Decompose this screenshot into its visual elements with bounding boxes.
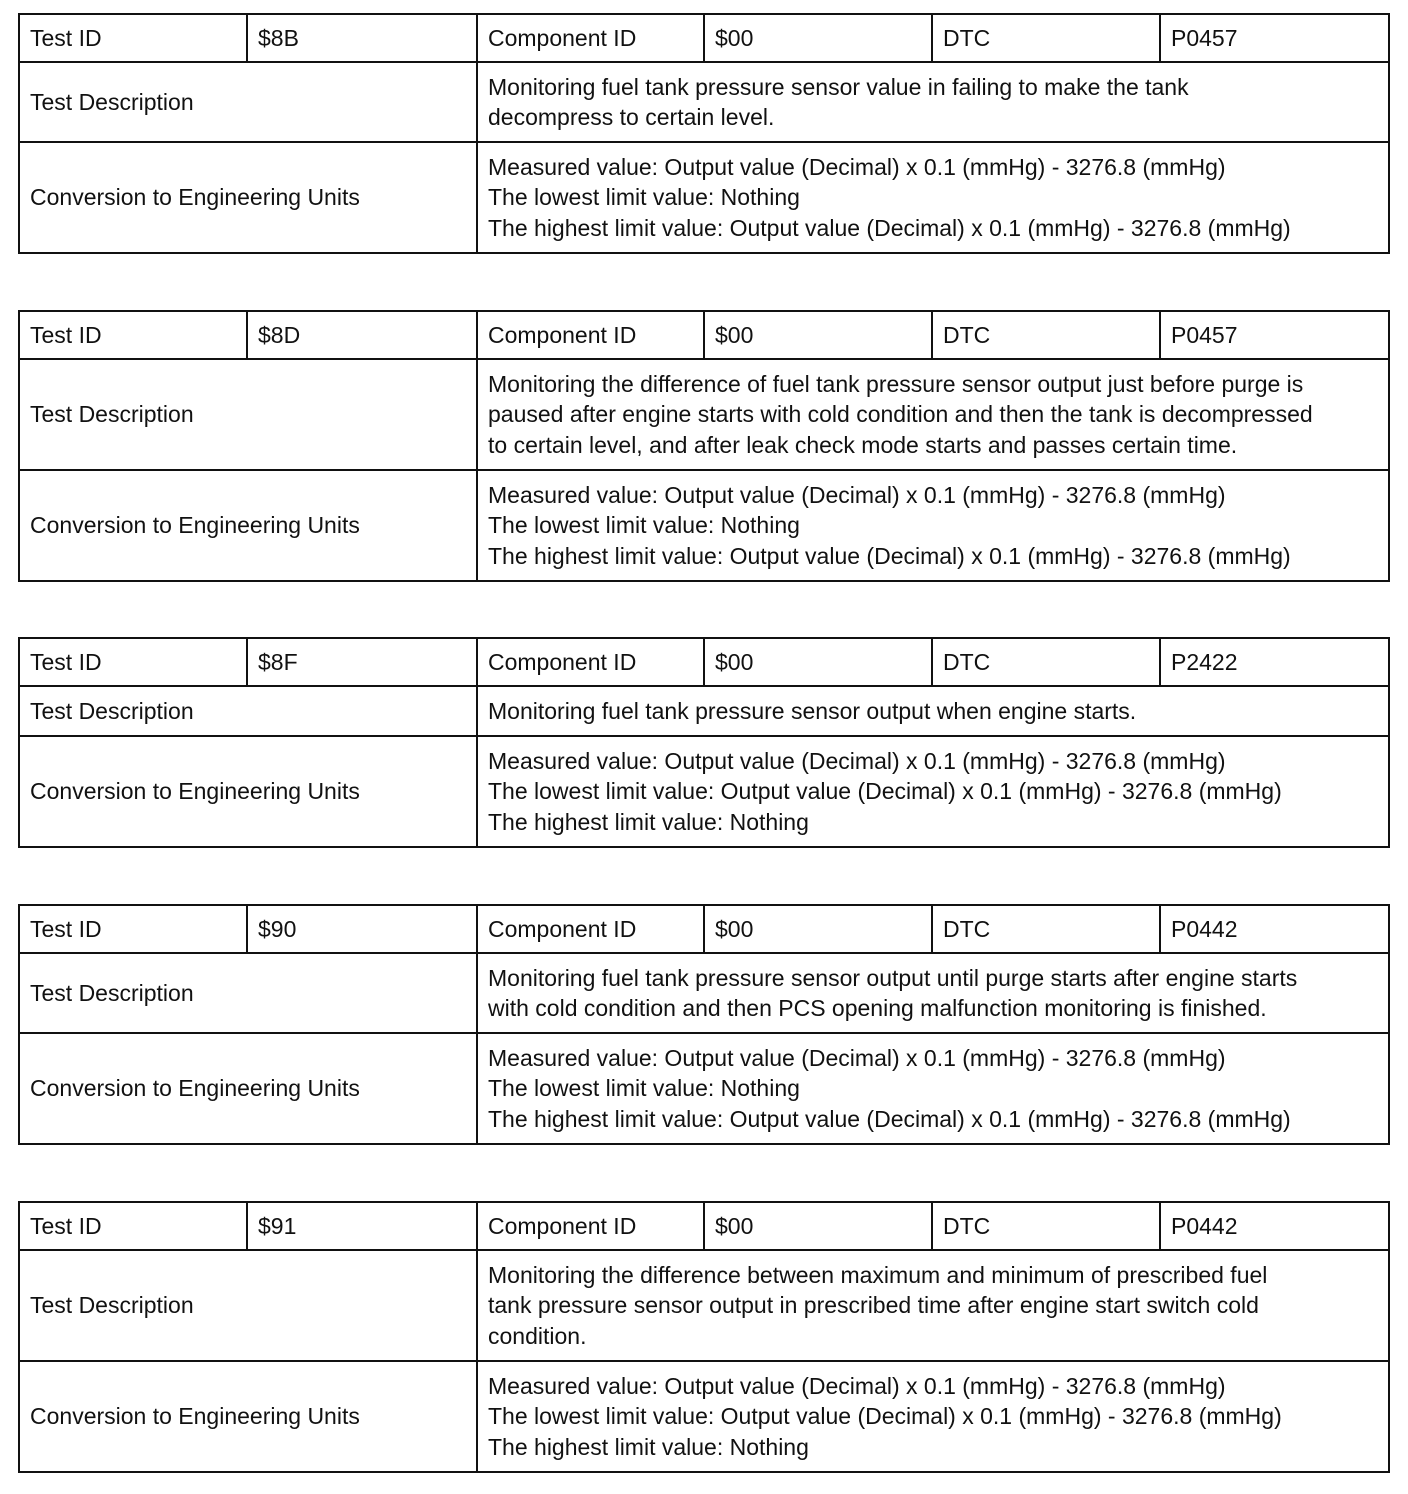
header-row (19, 638, 1389, 686)
monitor-test-table-8b (18, 13, 1390, 254)
test-description-label: Test Description (19, 62, 477, 142)
conversion-label: Conversion to Engineering Units (19, 142, 477, 253)
description-line: tank pressure sensor output in prescribed time after engine start switch cold (488, 1292, 1259, 1319)
test-id-value: $8F (247, 638, 477, 686)
component-id-label: Component ID (477, 905, 704, 953)
dtc-value: P0442 (1160, 1202, 1389, 1250)
component-id-value: $00 (704, 1202, 932, 1250)
lowest-limit-line: The lowest limit value: Output value (Decimal) x 0.1 (mmHg) - 3276.8 (mmHg) (488, 778, 1282, 805)
conversion-label: Conversion to Engineering Units (19, 736, 477, 847)
measured-value-line: Measured value: Output value (Decimal) x 0.1 (mmHg) - 3276.8 (mmHg) (488, 1044, 1226, 1071)
lowest-limit-line: The lowest limit value: Nothing (488, 1075, 800, 1102)
description-line: with cold condition and then PCS opening malfunction monitoring is finished. (488, 995, 1267, 1021)
test-id-label: Test ID (19, 311, 247, 359)
component-id-value: $00 (704, 638, 932, 686)
conversion-label: Conversion to Engineering Units (19, 1361, 477, 1472)
description-row (19, 686, 1389, 736)
dtc-label: DTC (932, 638, 1160, 686)
header-row (19, 311, 1389, 359)
component-id-label: Component ID (477, 638, 704, 686)
component-id-label: Component ID (477, 14, 704, 62)
dtc-label: DTC (932, 14, 1160, 62)
measured-value-line: Measured value: Output value (Decimal) x 0.1 (mmHg) - 3276.8 (mmHg) (488, 747, 1226, 774)
conversion-row (19, 736, 1389, 847)
description-line: Monitoring fuel tank pressure sensor value in failing to make the tank (488, 73, 1189, 100)
test-description-value (477, 359, 1389, 470)
description-line: Monitoring fuel tank pressure sensor output when engine starts. (488, 697, 1137, 724)
description-line: Monitoring fuel tank pressure sensor output until purge starts after engine starts (488, 964, 1298, 991)
monitor-test-table-8f (18, 637, 1390, 848)
conversion-row (19, 1033, 1389, 1144)
lowest-limit-line: The lowest limit value: Nothing (488, 512, 800, 539)
test-id-value: $90 (247, 905, 477, 953)
component-id-label: Component ID (477, 1202, 704, 1250)
test-id-value: $8D (247, 311, 477, 359)
lowest-limit-line: The lowest limit value: Output value (Decimal) x 0.1 (mmHg) - 3276.8 (mmHg) (488, 1403, 1282, 1430)
conversion-row (19, 470, 1389, 581)
dtc-value: P2422 (1160, 638, 1389, 686)
highest-limit-line: The highest limit value: Output value (Decimal) x 0.1 (mmHg) - 3276.8 (mmHg) (488, 542, 1291, 569)
dtc-label: DTC (932, 905, 1160, 953)
test-description-label: Test Description (19, 953, 477, 1033)
conversion-label: Conversion to Engineering Units (19, 1033, 477, 1144)
highest-limit-line: The highest limit value: Output value (Decimal) x 0.1 (mmHg) - 3276.8 (mmHg) (488, 214, 1291, 241)
header-row (19, 905, 1389, 953)
description-line: to certain level, and after leak check mode starts and passes certain time. (488, 431, 1238, 458)
test-description-value (477, 953, 1389, 1033)
conversion-label: Conversion to Engineering Units (19, 470, 477, 581)
component-id-value: $00 (704, 905, 932, 953)
highest-limit-line: The highest limit value: Output value (Decimal) x 0.1 (mmHg) - 3276.8 (mmHg) (488, 1105, 1291, 1132)
measured-value-line: Measured value: Output value (Decimal) x 0.1 (mmHg) - 3276.8 (mmHg) (488, 481, 1226, 508)
dtc-value: P0442 (1160, 905, 1389, 953)
test-id-label: Test ID (19, 1202, 247, 1250)
monitor-test-table-91 (18, 1201, 1390, 1473)
measured-value-line: Measured value: Output value (Decimal) x 0.1 (mmHg) - 3276.8 (mmHg) (488, 153, 1226, 180)
description-line: decompress to certain level. (488, 104, 775, 130)
description-row (19, 359, 1389, 470)
component-id-label: Component ID (477, 311, 704, 359)
description-line: condition. (488, 1322, 587, 1349)
test-description-label: Test Description (19, 1250, 477, 1361)
conversion-row (19, 1361, 1389, 1472)
description-row (19, 62, 1389, 142)
lowest-limit-line: The lowest limit value: Nothing (488, 184, 800, 211)
monitor-test-table-90 (18, 904, 1390, 1145)
test-description-label: Test Description (19, 359, 477, 470)
dtc-label: DTC (932, 1202, 1160, 1250)
monitor-test-table-8d (18, 310, 1390, 582)
conversion-value (477, 736, 1389, 847)
description-row (19, 953, 1389, 1033)
test-description-value (477, 1250, 1389, 1361)
conversion-value (477, 470, 1389, 581)
highest-limit-line: The highest limit value: Nothing (488, 808, 809, 835)
header-row (19, 14, 1389, 62)
component-id-value: $00 (704, 311, 932, 359)
description-line: Monitoring the difference of fuel tank pressure sensor output just before purge is (488, 370, 1304, 397)
description-row (19, 1250, 1389, 1361)
test-id-value: $91 (247, 1202, 477, 1250)
test-description-label: Test Description (19, 686, 477, 736)
test-id-label: Test ID (19, 905, 247, 953)
test-id-value: $8B (247, 14, 477, 62)
dtc-label: DTC (932, 311, 1160, 359)
highest-limit-line: The highest limit value: Nothing (488, 1433, 809, 1460)
dtc-value: P0457 (1160, 311, 1389, 359)
description-line: paused after engine starts with cold condition and then the tank is decompressed (488, 401, 1313, 428)
measured-value-line: Measured value: Output value (Decimal) x 0.1 (mmHg) - 3276.8 (mmHg) (488, 1372, 1226, 1399)
conversion-value (477, 142, 1389, 253)
test-id-label: Test ID (19, 638, 247, 686)
test-description-value (477, 686, 1389, 736)
description-line: Monitoring the difference between maximum and minimum of prescribed fuel (488, 1261, 1268, 1288)
conversion-row (19, 142, 1389, 253)
conversion-value (477, 1033, 1389, 1144)
header-row (19, 1202, 1389, 1250)
conversion-value (477, 1361, 1389, 1472)
dtc-value: P0457 (1160, 14, 1389, 62)
test-description-value (477, 62, 1389, 142)
test-id-label: Test ID (19, 14, 247, 62)
component-id-value: $00 (704, 14, 932, 62)
